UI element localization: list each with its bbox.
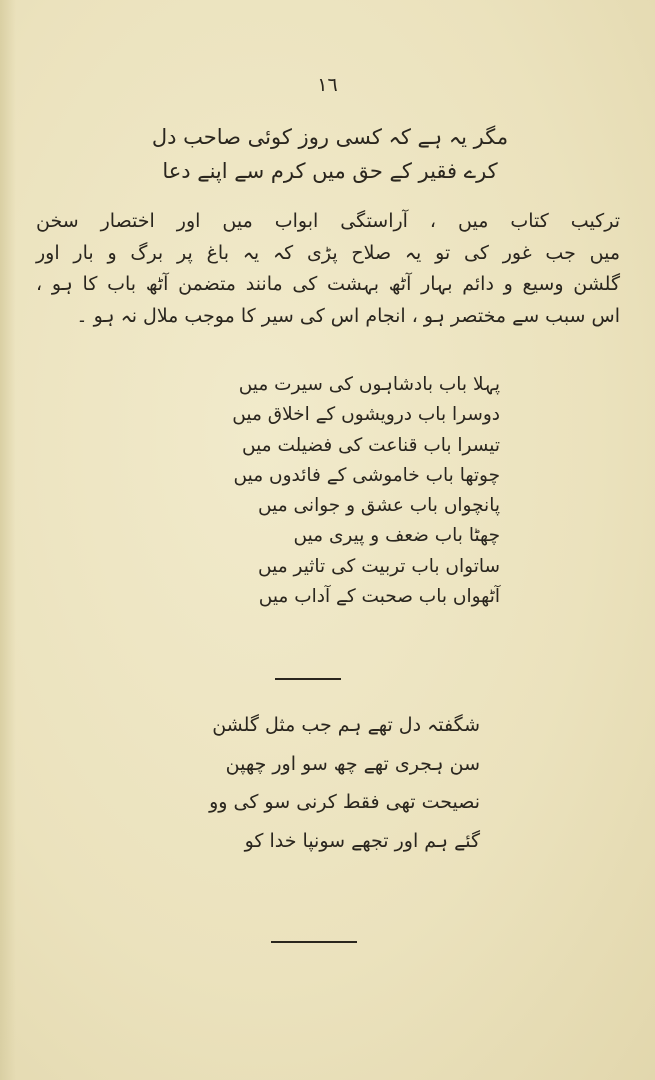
chapter-item: پانچواں باب عشق و جوانی میں [258, 495, 500, 517]
poem-line: شگفتہ دل تھے ہم جب مثل گلشن [212, 714, 480, 736]
couplet-line: مگر یہ ہے کہ کسی روز کوئی صاحب دل [151, 125, 509, 149]
opening-couplet [130, 120, 530, 188]
section-divider [275, 678, 341, 680]
paragraph-line: گلشن وسیع و دائم بہار آٹھ بہشت کی مانند متضمن آٹھ باب کا ہو ، [36, 273, 620, 295]
poem-line: سن ہجری تھے چھ سو اور چھپن [225, 752, 480, 775]
end-divider [271, 941, 357, 943]
chapter-item: چھٹا باب ضعف و پیری میں [293, 525, 500, 547]
page-edge-shadow [0, 0, 16, 1080]
chapter-item: تیسرا باب قناعت کی فضیلت میں [241, 434, 500, 456]
paragraph-line: میں جب غور کی تو یہ صلاح پڑی کہ یہ باغ پر برگ و بار اور [36, 241, 620, 264]
chapter-list [200, 370, 500, 612]
poem-line: گئے ہم اور تجھے سونپا خدا کو [244, 829, 480, 852]
paragraph-line: ترکیب کتاب میں ، آراستگی ابواب میں اور اختصار سخن [36, 210, 620, 232]
chapter-item: چوتھا باب خاموشی کے فائدوں میں [233, 464, 500, 486]
poem-line: نصیحت تھی فقط کرنی سو کی وو [209, 791, 480, 813]
chapter-item: پہلا باب بادشاہوں کی سیرت میں [238, 374, 500, 395]
prose-paragraph [36, 206, 620, 332]
couplet-line: کرے فقیر کے حق میں کرم سے اپنے دعا [162, 159, 498, 183]
paragraph-line: اس سبب سے مختصر ہو ، انجام اس کی سیر کا موجب ملال نہ ہو ۔ [76, 304, 620, 327]
chapter-item: ساتواں باب تربیت کی تاثیر میں [258, 555, 500, 577]
page-number: ١٦ [317, 74, 338, 96]
closing-poem [190, 706, 480, 860]
chapter-item: دوسرا باب درویشوں کے اخلاق میں [232, 404, 500, 426]
chapter-item: آٹھواں باب صحبت کے آداب میں [258, 586, 500, 608]
